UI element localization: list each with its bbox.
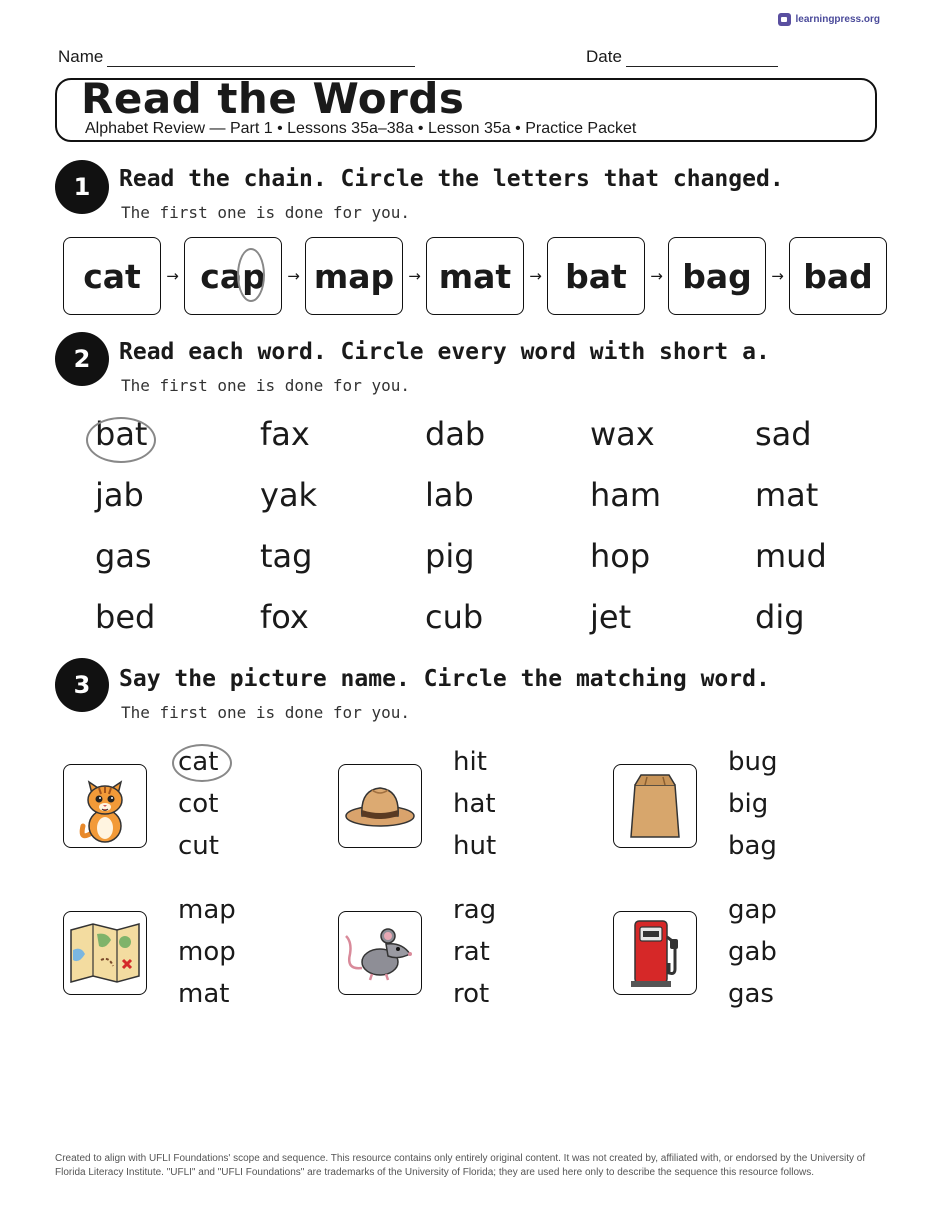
section-2-note: The first one is done for you. (121, 376, 410, 395)
hat-icon (338, 764, 422, 848)
section-1-note: The first one is done for you. (121, 203, 410, 222)
date-field (586, 47, 778, 67)
word-item[interactable]: fax (260, 415, 310, 453)
answer-option[interactable]: rat (453, 937, 490, 967)
answer-option[interactable]: hit (453, 747, 487, 777)
date-line[interactable] (626, 52, 778, 67)
footer-disclaimer: Created to align with UFLI Foundations' scope and sequence. This resource contains only entirely original content. It was not created by, affiliated with, or endorsed by the University of Florida Literacy Institute. "UFLI" and "UFLI Foundations" are trademarks of the University of Florida; they are used here only to describe the sequence this resource follows. (55, 1153, 866, 1178)
arrow-right-icon: → (287, 267, 300, 285)
word-item[interactable]: bed (95, 598, 156, 636)
name-label: Name (58, 47, 104, 66)
page-title: Read the Words (81, 74, 465, 123)
map-icon (63, 911, 147, 995)
section-1-title: Read the chain. Circle the letters that changed. (119, 166, 784, 192)
section-2-title: Read each word. Circle every word with short a. (119, 339, 770, 365)
answer-option[interactable]: mat (178, 979, 230, 1009)
word-item[interactable]: gas (95, 537, 152, 575)
chain-word[interactable]: cat (63, 237, 161, 315)
word-item[interactable]: ham (590, 476, 662, 514)
arrow-right-icon: → (650, 267, 663, 285)
word-chain (63, 237, 887, 315)
arrow-right-icon: → (166, 267, 179, 285)
circle-mark (172, 744, 232, 782)
answer-option[interactable]: hat (453, 789, 496, 819)
arrow-right-icon: → (529, 267, 542, 285)
answer-option[interactable]: gab (728, 937, 777, 967)
circle-mark (86, 417, 156, 463)
section-3-title: Say the picture name. Circle the matching word. (119, 666, 770, 692)
name-line[interactable] (107, 52, 415, 67)
word-item[interactable]: jet (590, 598, 632, 636)
answer-option[interactable]: bug (728, 747, 778, 777)
section-2-number: 2 (55, 332, 109, 386)
answer-option[interactable]: map (178, 895, 236, 925)
section-1-number: 1 (55, 160, 109, 214)
word-item[interactable]: dab (425, 415, 486, 453)
brand-logo (778, 13, 880, 26)
answer-option[interactable]: big (728, 789, 769, 819)
answer-option[interactable]: cut (178, 831, 219, 861)
short-a-word-grid (95, 415, 920, 659)
answer-options (728, 742, 778, 868)
word-item[interactable]: cub (425, 598, 484, 636)
rat-icon (338, 911, 422, 995)
chain-word[interactable]: bag (668, 237, 766, 315)
book-icon (778, 13, 791, 26)
circle-mark (237, 248, 265, 302)
answer-option[interactable]: cot (178, 789, 219, 819)
gas-pump-icon (613, 911, 697, 995)
bag-icon (613, 764, 697, 848)
section-3-number: 3 (55, 658, 109, 712)
answer-options (728, 890, 777, 1016)
answer-option[interactable]: cat (178, 742, 219, 784)
word-item[interactable]: lab (425, 476, 474, 514)
title-box (55, 74, 877, 142)
name-field (58, 47, 415, 67)
answer-options (178, 742, 219, 868)
answer-option[interactable]: hut (453, 831, 497, 861)
answer-option[interactable]: bag (728, 831, 777, 861)
word-item[interactable]: pig (425, 537, 475, 575)
date-label: Date (586, 47, 622, 66)
chain-word[interactable]: mat (426, 237, 524, 315)
answer-option[interactable]: gas (728, 979, 774, 1009)
section-3-note: The first one is done for you. (121, 703, 410, 722)
word-item[interactable]: tag (260, 537, 313, 575)
word-item[interactable]: sad (755, 415, 812, 453)
chain-word[interactable]: cap (184, 237, 282, 315)
brand-logo-text: learningpress.org (795, 14, 880, 25)
cat-icon (63, 764, 147, 848)
answer-option[interactable]: rot (453, 979, 490, 1009)
word-item[interactable]: jab (95, 476, 144, 514)
answer-options (453, 742, 496, 868)
chain-word[interactable]: bat (547, 237, 645, 315)
arrow-right-icon: → (408, 267, 421, 285)
arrow-right-icon: → (771, 267, 784, 285)
word-item[interactable]: yak (260, 476, 318, 514)
word-item[interactable]: mud (755, 537, 827, 575)
word-item[interactable]: hop (590, 537, 651, 575)
chain-word[interactable]: map (305, 237, 403, 315)
answer-option[interactable]: mop (178, 937, 236, 967)
word-item[interactable]: bat (95, 415, 260, 476)
answer-option[interactable]: rag (453, 895, 497, 925)
word-item[interactable]: wax (590, 415, 655, 453)
answer-options (178, 890, 236, 1016)
word-item[interactable]: dig (755, 598, 805, 636)
word-item[interactable]: fox (260, 598, 309, 636)
answer-option[interactable]: gap (728, 895, 777, 925)
chain-word[interactable]: bad (789, 237, 887, 315)
word-item[interactable]: mat (755, 476, 819, 514)
answer-options (453, 890, 496, 1016)
page-subtitle: Alphabet Review — Part 1 • Lessons 35a–38a • Lesson 35a • Practice Packet (85, 120, 637, 137)
